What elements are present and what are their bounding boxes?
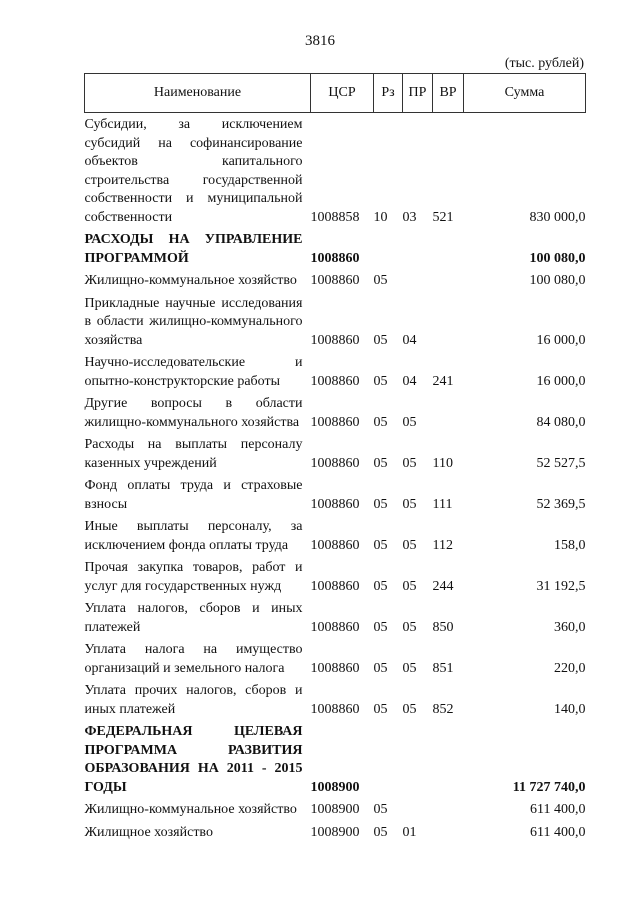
cell-rz xyxy=(374,719,403,797)
cell-vr: 112 xyxy=(432,537,453,553)
cell-sum: 100 080,0 xyxy=(529,273,586,288)
cell-csr: 1008900 xyxy=(310,779,360,795)
cell-rz: 05 xyxy=(373,455,388,471)
cell-pr: 05 xyxy=(402,455,417,471)
header-pr: ПР xyxy=(403,74,433,113)
cell-vr xyxy=(433,291,464,351)
cell-pr: 04 xyxy=(402,373,417,389)
cell-sum: 140,0 xyxy=(554,701,586,717)
cell-vr: 521 xyxy=(432,209,454,225)
cell-csr: 1008860 xyxy=(310,373,360,389)
cell-vr: 850 xyxy=(432,619,454,635)
header-sum: Сумма xyxy=(464,74,586,113)
table-body xyxy=(85,113,586,843)
cell-vr: 851 xyxy=(432,660,454,676)
header-name: Наименование xyxy=(85,74,311,113)
table-row xyxy=(85,637,586,678)
table-row xyxy=(85,596,586,637)
cell-csr: 1008900 xyxy=(310,824,360,840)
table-row xyxy=(85,678,586,719)
cell-name: Другие вопросы в области жилищно-коммунального хозяйства xyxy=(84,396,303,430)
cell-sum: 611 400,0 xyxy=(530,802,586,817)
cell-csr: 1008860 xyxy=(310,332,360,348)
cell-pr: 05 xyxy=(402,660,417,676)
cell-csr: 1008860 xyxy=(310,660,360,676)
table-row xyxy=(85,473,586,514)
cell-rz: 05 xyxy=(373,578,388,594)
cell-pr: 05 xyxy=(402,537,417,553)
cell-csr: 1008860 xyxy=(310,414,360,430)
cell-rz: 05 xyxy=(373,496,388,512)
table-row xyxy=(85,555,586,596)
cell-sum: 84 080,0 xyxy=(536,414,586,430)
cell-sum: 16 000,0 xyxy=(536,373,586,389)
cell-sum: 52 527,5 xyxy=(536,455,586,471)
cell-pr xyxy=(403,268,433,291)
cell-rz: 05 xyxy=(373,660,388,676)
table-row xyxy=(85,820,586,843)
cell-sum: 100 080,0 xyxy=(529,250,586,266)
cell-rz: 05 xyxy=(373,619,388,635)
cell-pr xyxy=(403,227,433,268)
cell-vr: 110 xyxy=(432,455,453,471)
cell-rz: 05 xyxy=(373,537,388,553)
table-header xyxy=(85,74,586,113)
cell-sum: 360,0 xyxy=(554,619,586,635)
cell-rz: 05 xyxy=(373,701,388,717)
cell-name: Уплата налогов, сборов и иных платежей xyxy=(84,601,303,635)
table-row xyxy=(85,227,586,268)
cell-name: РАСХОДЫ НА УПРАВЛЕНИЕ ПРОГРАММОЙ xyxy=(84,232,303,266)
cell-name: Прочая закупка товаров, работ и услуг для государственных нужд xyxy=(84,560,303,594)
table-row xyxy=(85,113,586,228)
cell-csr: 1008860 xyxy=(310,455,360,471)
cell-rz: 05 xyxy=(373,273,388,288)
budget-table xyxy=(84,73,586,842)
cell-name: Прикладные научные исследования в области жилищно-коммунального хозяйства xyxy=(84,295,303,348)
cell-pr: 03 xyxy=(402,209,417,225)
cell-vr xyxy=(433,391,464,432)
cell-rz: 05 xyxy=(373,373,388,389)
cell-vr xyxy=(433,820,464,843)
header-csr: ЦСР xyxy=(311,74,374,113)
cell-vr: 111 xyxy=(432,496,453,512)
cell-name: Научно-исследовательские и опытно-конструкторские работы xyxy=(84,355,303,389)
cell-sum: 158,0 xyxy=(554,537,586,553)
cell-name: Субсидии, за исключением субсидий на софинансирование объектов капитального строительства государственной собственности и муниципальной собственности xyxy=(84,117,303,225)
table-row xyxy=(85,797,586,820)
cell-pr xyxy=(403,797,433,820)
cell-pr: 05 xyxy=(402,619,417,635)
cell-name: Уплата прочих налогов, сборов и иных платежей xyxy=(84,683,303,717)
cell-rz: 05 xyxy=(373,332,388,348)
cell-vr: 244 xyxy=(432,578,454,594)
cell-rz: 05 xyxy=(373,824,388,840)
cell-name: Жилищно-коммунальное хозяйство xyxy=(84,273,297,288)
cell-vr xyxy=(433,227,464,268)
cell-pr: 01 xyxy=(402,824,417,840)
cell-vr xyxy=(433,719,464,797)
cell-csr: 1008860 xyxy=(310,250,360,266)
page-number: 3816 xyxy=(305,33,335,49)
cell-pr xyxy=(403,719,433,797)
table-row xyxy=(85,391,586,432)
cell-csr: 1008900 xyxy=(310,802,360,817)
cell-sum: 220,0 xyxy=(554,660,586,676)
cell-pr: 04 xyxy=(402,332,417,348)
cell-sum: 611 400,0 xyxy=(530,824,586,840)
cell-rz: 10 xyxy=(373,209,388,225)
cell-pr: 05 xyxy=(402,414,417,430)
table-row xyxy=(85,432,586,473)
header-vr: ВР xyxy=(433,74,464,113)
cell-pr: 05 xyxy=(402,701,417,717)
cell-name: Фонд оплаты труда и страховые взносы xyxy=(84,478,303,512)
table-row xyxy=(85,268,586,291)
cell-vr xyxy=(433,797,464,820)
table-row xyxy=(85,291,586,351)
cell-sum: 11 727 740,0 xyxy=(512,779,586,795)
cell-name: Жилищное хозяйство xyxy=(84,824,213,840)
cell-name: Иные выплаты персоналу, за исключением фонда оплаты труда xyxy=(84,519,303,553)
cell-sum: 52 369,5 xyxy=(536,496,586,512)
header-rz: Рз xyxy=(374,74,403,113)
cell-csr: 1008858 xyxy=(310,209,360,225)
cell-csr: 1008860 xyxy=(310,701,360,717)
cell-sum: 31 192,5 xyxy=(536,578,586,594)
cell-pr: 05 xyxy=(402,578,417,594)
cell-csr: 1008860 xyxy=(310,578,360,594)
cell-csr: 1008860 xyxy=(310,273,360,288)
cell-vr xyxy=(433,268,464,291)
cell-vr: 241 xyxy=(432,373,454,389)
cell-csr: 1008860 xyxy=(310,537,360,553)
cell-pr: 05 xyxy=(402,496,417,512)
table-row xyxy=(85,350,586,391)
cell-rz: 05 xyxy=(373,414,388,430)
table-row xyxy=(85,514,586,555)
cell-name: Уплата налога на имущество организаций и земельного налога xyxy=(84,642,303,676)
cell-rz xyxy=(374,227,403,268)
cell-sum: 16 000,0 xyxy=(536,332,586,348)
cell-csr: 1008860 xyxy=(310,496,360,512)
cell-sum: 830 000,0 xyxy=(529,209,586,225)
cell-name: Расходы на выплаты персоналу казенных учреждений xyxy=(84,437,303,471)
table-row xyxy=(85,719,586,797)
cell-vr: 852 xyxy=(432,701,454,717)
cell-name: ФЕДЕРАЛЬНАЯ ЦЕЛЕВАЯ ПРОГРАММА РАЗВИТИЯ ОБРАЗОВАНИЯ НА 2011 - 2015 ГОДЫ xyxy=(84,724,303,795)
cell-rz: 05 xyxy=(373,802,388,817)
units-label: (тыс. рублей) xyxy=(504,56,584,71)
cell-name: Жилищно-коммунальное хозяйство xyxy=(84,802,297,817)
cell-csr: 1008860 xyxy=(310,619,360,635)
